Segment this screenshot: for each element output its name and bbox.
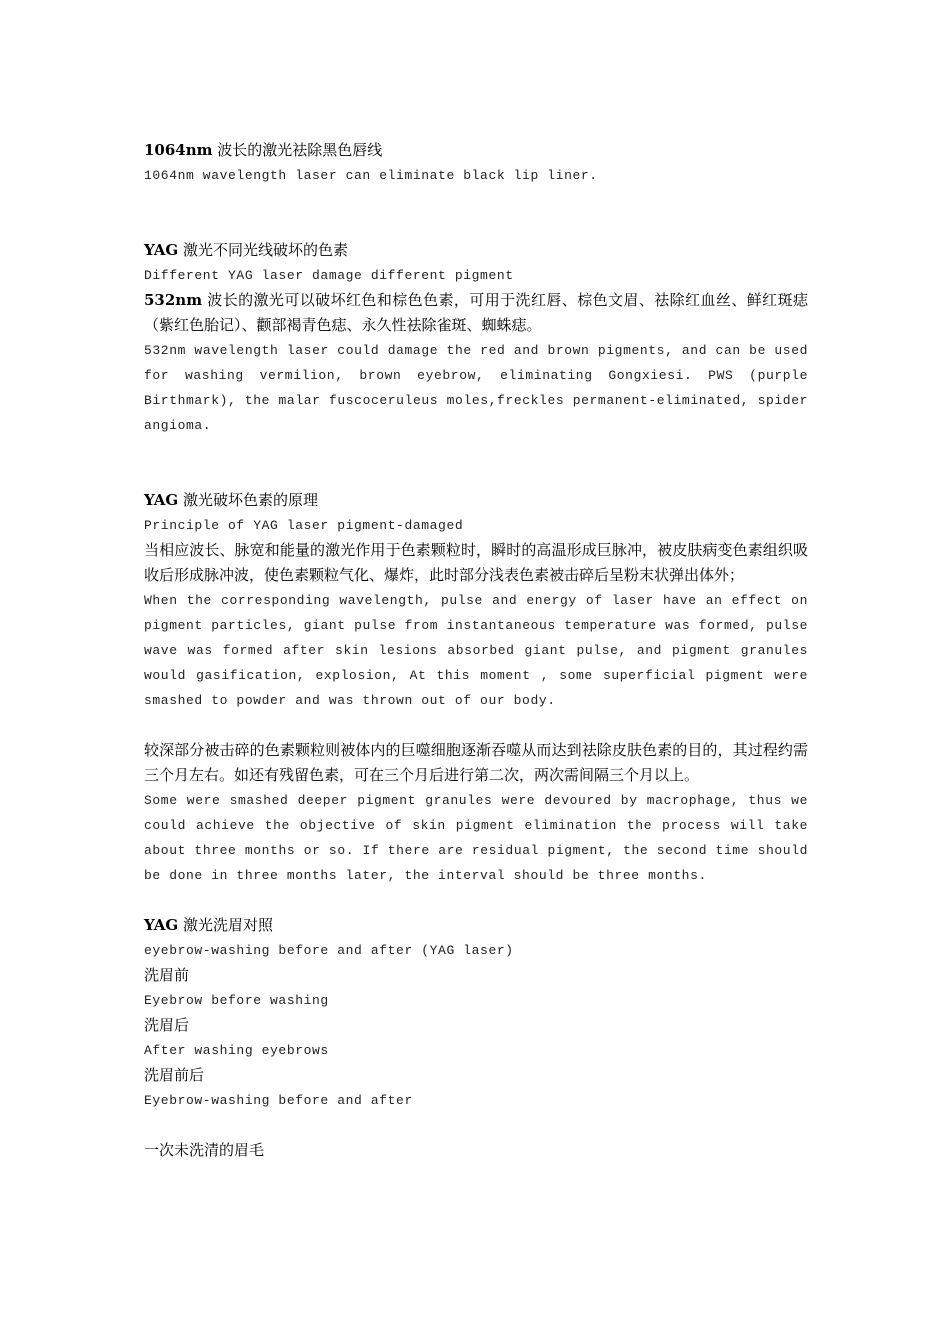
heading-yag-pigment-bold: YAG [144,241,179,259]
heading-yag-principle [144,488,808,513]
paragraph-532nm-en: 532nm wavelength laser could damage the red and brown pigments, and can be used for washing vermilion, brown eyebrow, eliminating Gongxiesi. PWS (purple Birthmark), the malar fuscoceruleus moles,freckles permanent-eliminated, spider angioma. [144,343,808,433]
paragraph-532nm-bold: 532nm [144,291,203,309]
heading-1064nm-bold: 1064nm [144,141,213,159]
paragraph-macrophage: 较深部分被击碎的色素颗粒则被体内的巨噬细胞逐渐吞噬从而达到祛除皮肤色素的目的，其过程约需三个月左右。如还有残留色素，可在三个月后进行第二次，两次需间隔三个月以上。 [144,741,808,784]
heading-eyebrow-comparison [144,913,808,938]
paragraph-principle-en: When the corresponding wavelength, pulse and energy of laser have an effect on pigment particles, giant pulse from instantaneous temperature was formed, pulse wave was formed after skin lesions absorbed giant pulse, and pigment granules would gasification, explosion, At this moment , some superficial pigment were smashed to powder and was thrown out of our body. [144,593,808,708]
caption-before-and-after: 洗眉前后 [144,1066,205,1084]
heading-1064nm [144,138,808,163]
heading-eyebrow-comparison-en: eyebrow-washing before and after (YAG laser) [144,943,514,958]
heading-yag-pigment [144,238,808,263]
paragraph-532nm [144,288,808,338]
heading-yag-pigment-en: Different YAG laser damage different pigment [144,268,514,283]
heading-yag-principle-bold: YAG [144,491,179,509]
caption-not-fully-washed: 一次未洗清的眉毛 [144,1141,265,1159]
heading-yag-principle-en: Principle of YAG laser pigment-damaged [144,518,464,533]
heading-eyebrow-comparison-bold: YAG [144,916,179,934]
caption-after-washing-en: After washing eyebrows [144,1043,329,1058]
paragraph-macrophage-en: Some were smashed deeper pigment granules were devoured by macrophage, thus we could achieve the objective of skin pigment elimination the process will take about three months or so. If there are residual pigment, the second time should be done in three months later, the interval should be three months. [144,793,808,883]
heading-eyebrow-comparison-text: 激光洗眉对照 [178,916,273,934]
heading-yag-principle-text: 激光破坏色素的原理 [178,491,318,509]
caption-before-and-after-en: Eyebrow-washing before and after [144,1093,413,1108]
heading-1064nm-text: 波长的激光祛除黑色唇线 [212,141,383,159]
caption-before-washing-en: Eyebrow before washing [144,993,329,1008]
document-page [144,138,808,1163]
heading-1064nm-en: 1064nm wavelength laser can eliminate black lip liner. [144,168,598,183]
caption-after-washing: 洗眉后 [144,1016,190,1034]
paragraph-principle: 当相应波长、脉宽和能量的激光作用于色素颗粒时，瞬时的高温形成巨脉冲，被皮肤病变色素组织吸收后形成脉冲波，使色素颗粒气化、爆炸，此时部分浅表色素被击碎后呈粉末状弹出体外； [144,541,808,584]
heading-yag-pigment-text: 激光不同光线破坏的色素 [178,241,348,259]
paragraph-532nm-text: 波长的激光可以破坏红色和棕色色素，可用于洗红唇、棕色文眉、祛除红血丝、鲜红斑痣（紫红色胎记）、颧部褐青色痣、永久性祛除雀斑、蜘蛛痣。 [144,291,808,334]
caption-before-washing: 洗眉前 [144,966,190,984]
